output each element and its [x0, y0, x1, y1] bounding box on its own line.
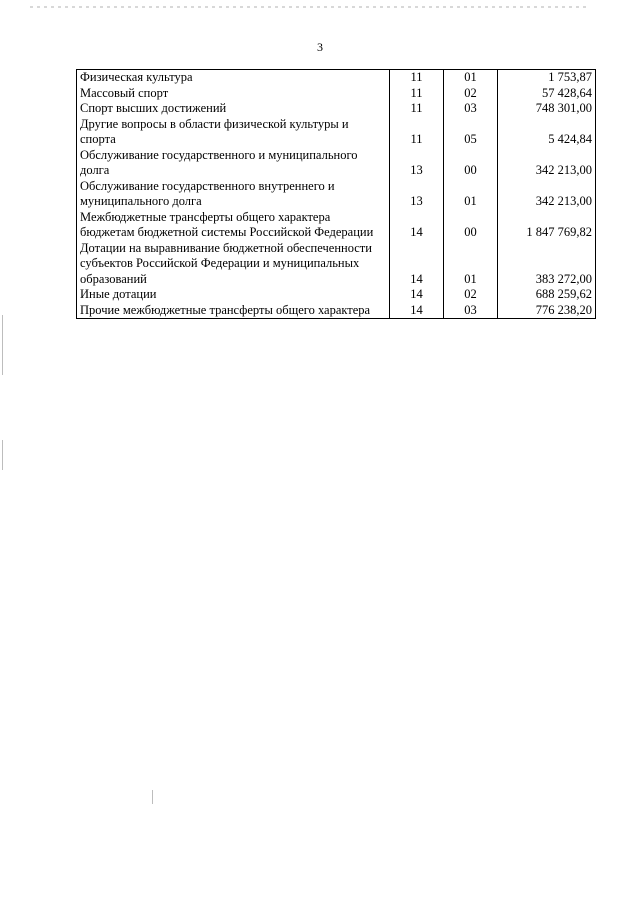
table-row: [77, 148, 596, 179]
row-subsection: 05: [444, 117, 498, 148]
row-amount: 748 301,00: [498, 101, 596, 117]
page-number: 3: [317, 40, 323, 54]
row-subsection: 00: [444, 210, 498, 241]
row-amount: 342 213,00: [498, 179, 596, 210]
row-section: 11: [390, 117, 444, 148]
row-name: Межбюджетные трансферты общего характера бюджетам бюджетной системы Российской Федерации: [77, 210, 390, 241]
row-name: Обслуживание государственного и муниципального долга: [77, 148, 390, 179]
row-section: 14: [390, 210, 444, 241]
scan-artifact: [2, 315, 3, 375]
table-row: [77, 86, 596, 102]
row-amount: 688 259,62: [498, 287, 596, 303]
row-section: 14: [390, 303, 444, 319]
row-section: 11: [390, 70, 444, 86]
scan-artifact: [152, 790, 153, 804]
table-row: [77, 210, 596, 241]
row-subsection: 02: [444, 287, 498, 303]
row-name: Иные дотации: [77, 287, 390, 303]
table-row: [77, 117, 596, 148]
row-section: 11: [390, 86, 444, 102]
row-amount: 1 847 769,82: [498, 210, 596, 241]
row-name: Прочие межбюджетные трансферты общего характера: [77, 303, 390, 319]
row-subsection: 01: [444, 241, 498, 288]
row-section: 14: [390, 287, 444, 303]
row-name: Спорт высших достижений: [77, 101, 390, 117]
row-name: Обслуживание государственного внутреннего и муниципального долга: [77, 179, 390, 210]
row-name: Физическая культура: [77, 70, 390, 86]
row-section: 14: [390, 241, 444, 288]
row-name: Дотации на выравнивание бюджетной обеспеченности субъектов Российской Федерации и муниципальных образований: [77, 241, 390, 288]
row-amount: 57 428,64: [498, 86, 596, 102]
row-name: Другие вопросы в области физической культуры и спорта: [77, 117, 390, 148]
row-subsection: 03: [444, 303, 498, 319]
row-subsection: 01: [444, 70, 498, 86]
table-row: [77, 287, 596, 303]
row-subsection: 01: [444, 179, 498, 210]
table-row: [77, 101, 596, 117]
row-subsection: 00: [444, 148, 498, 179]
row-amount: 342 213,00: [498, 148, 596, 179]
row-amount: 5 424,84: [498, 117, 596, 148]
row-section: 11: [390, 101, 444, 117]
row-amount: 1 753,87: [498, 70, 596, 86]
row-section: 13: [390, 148, 444, 179]
row-section: 13: [390, 179, 444, 210]
table-row: [77, 179, 596, 210]
scan-artifact: [2, 440, 3, 470]
table-row: [77, 241, 596, 288]
budget-table: [76, 69, 596, 319]
row-amount: 776 238,20: [498, 303, 596, 319]
row-amount: 383 272,00: [498, 241, 596, 288]
table-row: [77, 70, 596, 86]
scan-noise: [30, 6, 590, 8]
row-subsection: 02: [444, 86, 498, 102]
row-subsection: 03: [444, 101, 498, 117]
table-row: [77, 303, 596, 319]
row-name: Массовый спорт: [77, 86, 390, 102]
